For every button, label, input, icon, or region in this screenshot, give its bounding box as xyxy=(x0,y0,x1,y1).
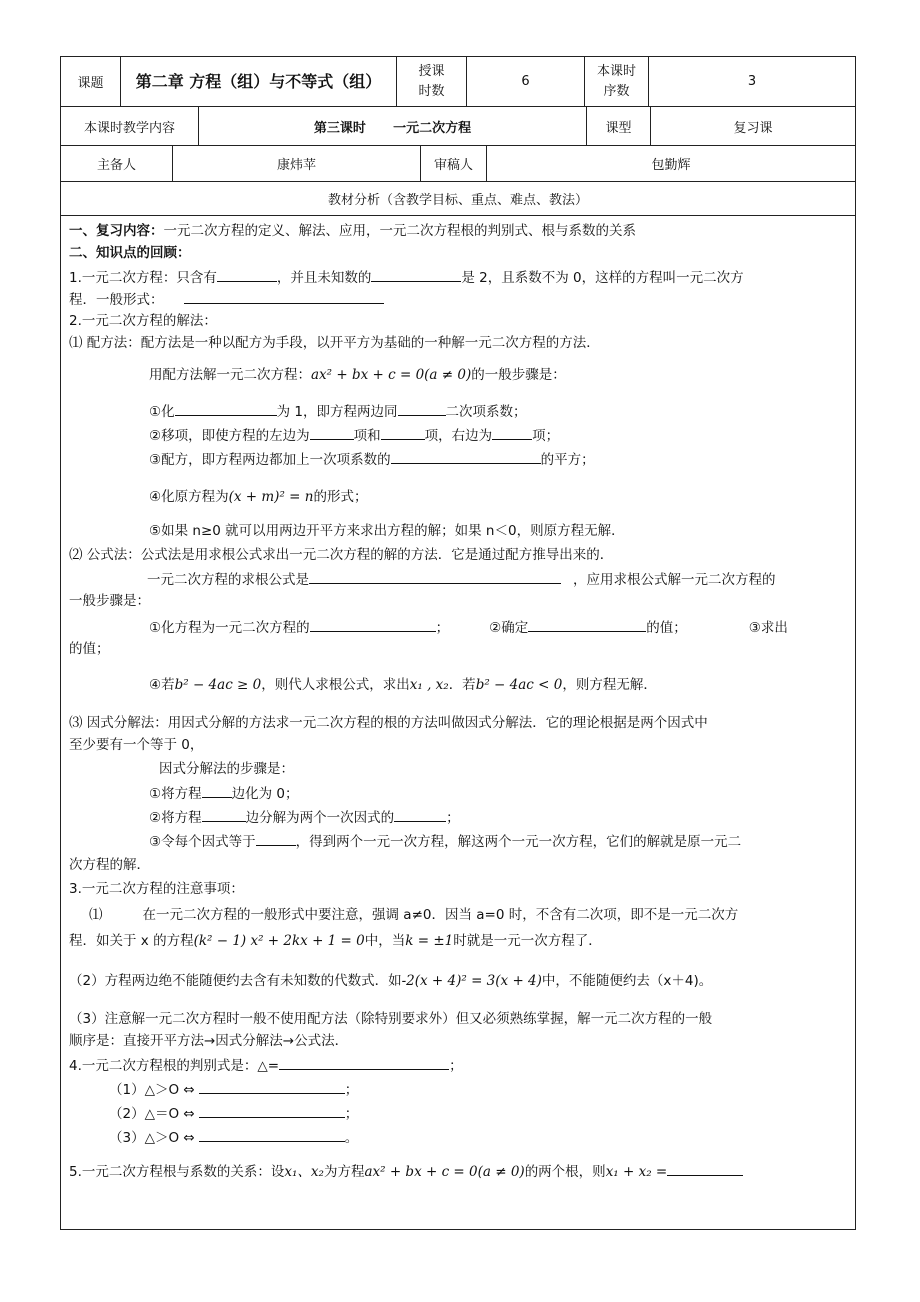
blank xyxy=(202,783,232,798)
text: 的形式； xyxy=(313,489,368,505)
blank xyxy=(184,289,384,304)
text: 的值； xyxy=(646,620,687,636)
label-topic: 课题 xyxy=(61,57,121,106)
text: ④化原方程为 xyxy=(149,489,229,505)
example-equation: (k² − 1) x² + 2kx + 1 = 0 xyxy=(193,933,365,949)
note-2 xyxy=(69,971,847,991)
text: 中，不能随便约去（x＋4)。 xyxy=(541,973,713,989)
text: （3）△＞O ⇔ xyxy=(109,1130,195,1146)
knowledge-heading: 二、知识点的回顾： xyxy=(69,245,191,261)
blank xyxy=(492,425,532,440)
text: （1）△＞O ⇔ xyxy=(109,1082,195,1098)
topic-value: 第二章 方程（组）与不等式（组） xyxy=(121,57,397,106)
text: ②移项，即使方程的左边为 xyxy=(149,428,310,444)
text: 边化为 0； xyxy=(231,786,299,802)
text: 是 2，且系数不为 0，这样的方程叫一元二次方 xyxy=(461,270,744,286)
blank xyxy=(391,449,541,464)
label-seq-line2: 序数 xyxy=(603,83,630,99)
text: ，则方程无解． xyxy=(562,677,657,693)
formula-step-4 xyxy=(149,675,847,695)
header-row-analysis xyxy=(61,182,855,216)
text: 二次项系数； xyxy=(445,404,527,420)
text: ①化 xyxy=(149,404,175,420)
blank xyxy=(199,1079,345,1094)
blank xyxy=(398,401,446,416)
roots-x1-x2: x₁、x₂ xyxy=(284,1164,324,1180)
label-seq-line1: 本课时 xyxy=(596,63,636,79)
completing-square-intro: ⑴ 配方法：配方法是一种以配方为手段，以开平方为基础的一种解一元二次方程的方法． xyxy=(69,335,600,351)
text: 的两个根，则 xyxy=(524,1164,606,1180)
cs-steps-intro xyxy=(149,365,847,385)
discriminant-case-2 xyxy=(109,1103,847,1124)
reviewer-value: 包勤辉 xyxy=(651,158,691,173)
note-1-cont xyxy=(69,931,847,951)
review-heading: 一、复习内容： xyxy=(69,223,164,239)
label-reviewer: 审稿人 xyxy=(421,146,487,181)
blank xyxy=(381,425,425,440)
text: 程．如关于 x 的方程 xyxy=(69,933,194,949)
discriminant-heading xyxy=(69,1055,847,1076)
factoring-step-2 xyxy=(149,807,847,828)
text: 一元二次方程的求根公式是 xyxy=(147,572,309,588)
blank xyxy=(310,617,436,632)
text: ②确定 xyxy=(489,620,529,636)
text: 为 1，即方程两边同 xyxy=(276,404,398,420)
lesson-plan-table xyxy=(60,56,856,1230)
type-value: 复习课 xyxy=(733,120,773,136)
text: 项； xyxy=(532,428,560,444)
blank xyxy=(394,807,446,822)
def-line-1 xyxy=(69,267,847,288)
blank xyxy=(175,401,277,416)
text: ③求出 xyxy=(748,620,788,636)
text: ，得到两个一元一次方程，解这两个一元一次方程，它们的解就是原一元二 xyxy=(295,834,742,850)
def-line-2 xyxy=(69,289,847,310)
text: 的一般步骤是： xyxy=(471,367,566,383)
blank xyxy=(199,1127,345,1142)
formula-square: (x + m)² = n xyxy=(228,489,314,505)
text: 中，当 xyxy=(364,933,406,949)
text: ①将方程 xyxy=(149,786,202,802)
text: ⑴ xyxy=(89,907,103,923)
text: 在一元二次方程的一般形式中要注意，强调 a≠0．因当 a=0 时，不含有二次项，即不是一元二次方 xyxy=(142,907,739,923)
text: （2）△＝O ⇔ xyxy=(109,1106,195,1122)
note-1 xyxy=(69,905,847,925)
text: ③令每个因式等于 xyxy=(149,834,256,850)
text: ； xyxy=(446,810,460,826)
example-equation-2: -2(x + 4)² = 3(x + 4) xyxy=(401,973,542,989)
formula-general: ax² + bx + c = 0(a ≠ 0) xyxy=(311,367,472,383)
blank xyxy=(310,425,354,440)
text: ④若 xyxy=(149,677,175,693)
discriminant-case-1 xyxy=(109,1079,847,1100)
text: ．若 xyxy=(448,677,476,693)
discriminant-nonneg: b² − 4ac ≥ 0 xyxy=(174,677,262,693)
label-seq xyxy=(585,57,649,106)
blank xyxy=(528,617,646,632)
text: 边分解为两个一次因式的 xyxy=(245,810,395,826)
k-value: k = ±1 xyxy=(405,933,454,949)
text: 1.一元二次方程：只含有 xyxy=(69,270,217,286)
discriminant-case-3 xyxy=(109,1127,847,1148)
vieta-line xyxy=(69,1161,847,1182)
blank xyxy=(371,267,461,282)
formula-general-2: ax² + bx + c = 0(a ≠ 0) xyxy=(364,1164,525,1180)
note-3: （3）注意解一元二次方程时一般不使用配方法（除特别要求外）但又必须熟练掌握，解一元二次方程的一般 xyxy=(69,1011,713,1027)
cs-step-1 xyxy=(149,401,847,422)
formula-steps-cont: 的值； xyxy=(69,641,110,657)
line-review-content xyxy=(69,221,847,241)
label-preparer: 主备人 xyxy=(61,146,173,181)
header-row-people xyxy=(61,146,855,182)
label-hours-line1: 授课 xyxy=(418,63,445,79)
cs-step-3 xyxy=(149,449,847,470)
cs-step-4 xyxy=(149,487,847,507)
text: 5.一元二次方程根与系数的关系：设 xyxy=(69,1164,285,1180)
formula-method-intro: ⑵ 公式法：公式法是用求根公式求出一元二次方程的解的方法．它是通过配方推导出来的． xyxy=(69,547,614,563)
formula-steps-intro: 一般步骤是： xyxy=(69,593,150,609)
roots: x₁ , x₂ xyxy=(409,677,449,693)
blank xyxy=(667,1161,743,1176)
text: 的平方； xyxy=(540,452,595,468)
text: （2）方程两边绝不能随便约去含有未知数的代数式．如 xyxy=(69,973,402,989)
header-row-topic xyxy=(61,57,855,107)
cs-step-2 xyxy=(149,425,847,446)
text: ，并且未知数的 xyxy=(276,270,372,286)
text: 4.一元二次方程根的判别式是：△= xyxy=(69,1058,280,1074)
preparer-value: 康炜苹 xyxy=(173,146,421,181)
review-text: 一元二次方程的定义、解法、应用，一元二次方程根的判别式、根与系数的关系 xyxy=(163,223,636,239)
content-value: 第三课时 一元二次方程 xyxy=(199,107,587,145)
blank xyxy=(256,831,296,846)
text: ①化方程为一元二次方程的 xyxy=(149,620,310,636)
factoring-intro: ⑶ 因式分解法：用因式分解的方法求一元二次方程的根的方法叫做因式分解法．它的理论根据是两个因式中 xyxy=(69,715,708,731)
factoring-step-3-cont: 次方程的解． xyxy=(69,857,150,873)
text: 用配方法解一元二次方程： xyxy=(149,367,311,383)
note-3-cont: 顺序是：直接开平方法→因式分解法→公式法． xyxy=(69,1033,349,1049)
text: ； xyxy=(435,620,450,636)
header-row-content xyxy=(61,107,855,146)
discriminant-neg: b² − 4ac < 0 xyxy=(475,677,563,693)
factoring-step-1 xyxy=(149,783,847,804)
label-hours xyxy=(397,57,467,106)
text: 时就是一元一次方程了． xyxy=(453,933,602,949)
blank xyxy=(199,1103,345,1118)
blank xyxy=(279,1055,449,1070)
text: 项和 xyxy=(353,428,381,444)
text: ③配方，即方程两边都加上一次项系数的 xyxy=(149,452,391,468)
factoring-step-3 xyxy=(149,831,847,852)
text: ②将方程 xyxy=(149,810,202,826)
text: 程．一般形式： xyxy=(69,292,164,308)
notes-heading: 3.一元二次方程的注意事项： xyxy=(69,881,244,897)
text: ； xyxy=(344,1082,359,1098)
factoring-intro-cont: 至少要有一个等于 0， xyxy=(69,737,204,753)
text: ，则代人求根公式，求出 xyxy=(261,677,410,693)
quadratic-formula-line xyxy=(147,569,847,590)
text: 为方程 xyxy=(323,1164,365,1180)
text: ； xyxy=(449,1058,463,1074)
blank xyxy=(202,807,246,822)
formula-steps-line xyxy=(149,617,847,638)
analysis-title: 教材分析（含教学目标、重点、难点、教法） xyxy=(327,193,588,208)
blank xyxy=(217,267,277,282)
factoring-steps-intro: 因式分解法的步骤是： xyxy=(159,761,294,777)
blank xyxy=(309,569,561,584)
text: ； xyxy=(344,1106,359,1122)
seq-value: 3 xyxy=(747,74,757,89)
text: ，应用求根公式解一元二次方程的 xyxy=(573,572,776,588)
label-content: 本课时教学内容 xyxy=(61,107,199,145)
sum-of-roots: x₁ + x₂ = xyxy=(605,1164,668,1180)
label-type: 课型 xyxy=(587,107,651,145)
text: 项，右边为 xyxy=(424,428,493,444)
cs-step-5: ⑤如果 n≥0 就可以用两边开平方来求出方程的解；如果 n＜0，则原方程无解． xyxy=(149,523,625,539)
text: 。 xyxy=(344,1130,359,1146)
methods-heading: 2.一元二次方程的解法： xyxy=(69,313,217,329)
hours-value: 6 xyxy=(467,57,585,106)
label-hours-line2: 时数 xyxy=(418,83,445,99)
